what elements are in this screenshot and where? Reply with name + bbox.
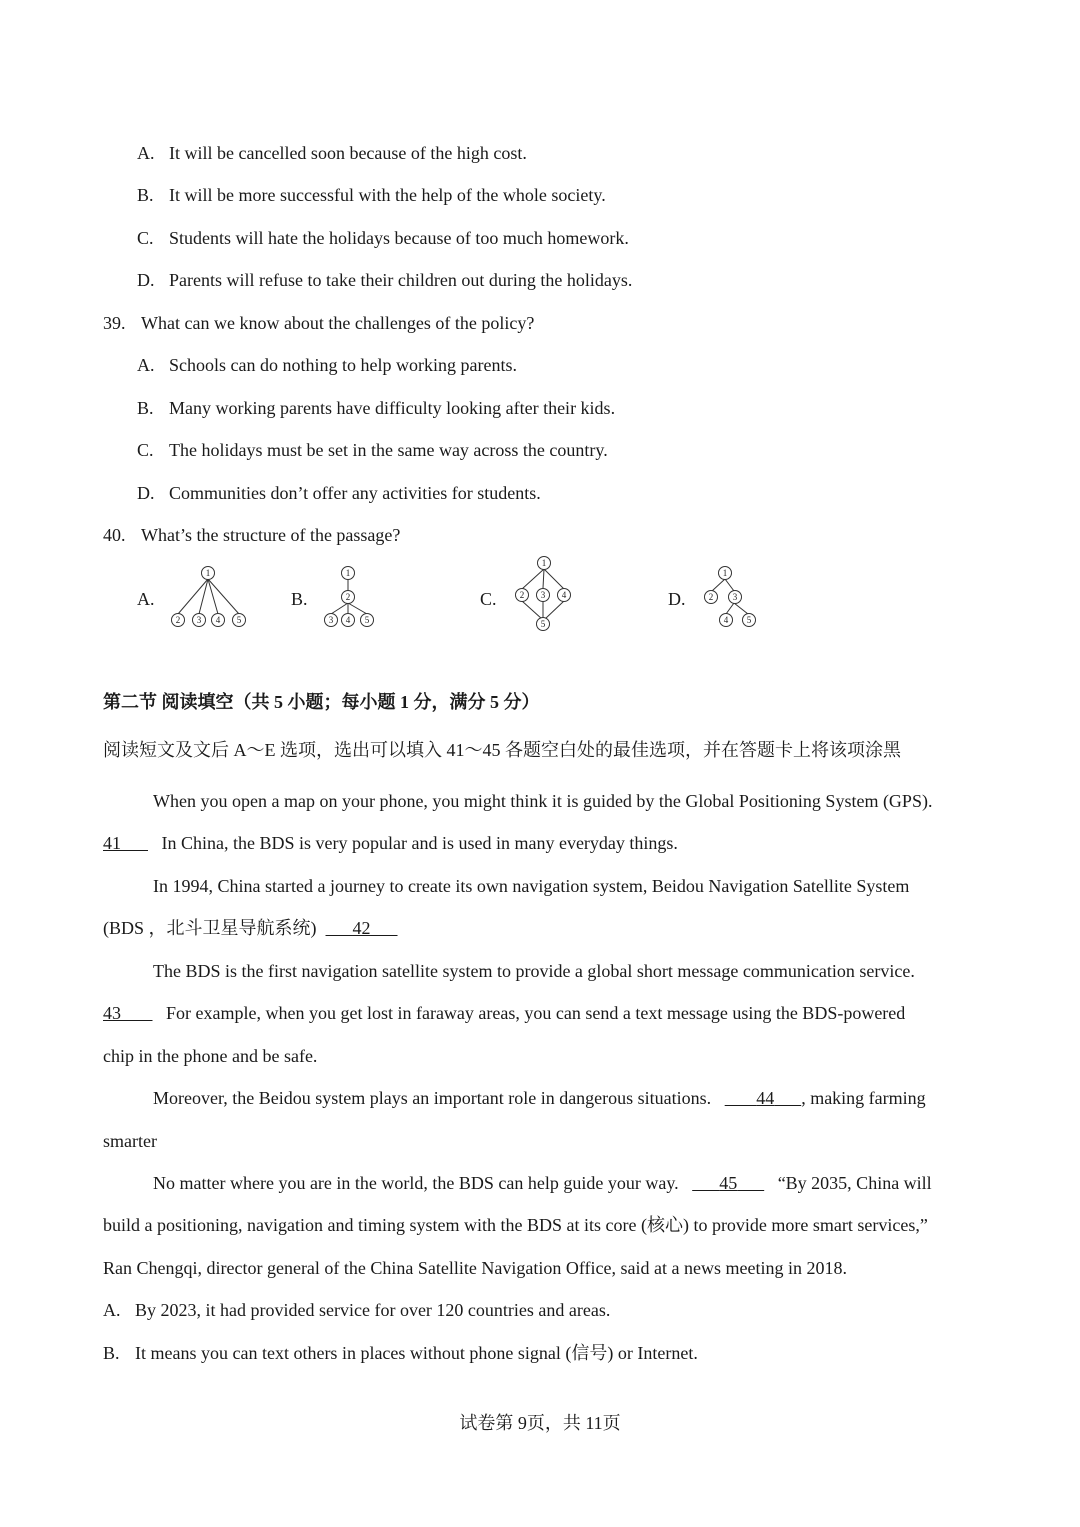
node-label: 5 bbox=[236, 615, 242, 625]
structure-diagram-b bbox=[322, 563, 380, 631]
blank-42: 42 bbox=[352, 918, 371, 938]
q39-option-a: A. Schools can do nothing to help working parents. bbox=[137, 355, 517, 375]
passage-p5-line3: Ran Chengqi, director general of the China Satellite Navigation Office, said at a news meeting in 2018. bbox=[103, 1258, 847, 1278]
blank-43: 43 bbox=[103, 1003, 121, 1023]
q40-option-b-letter: B. bbox=[291, 589, 308, 609]
structure-diagram-d bbox=[698, 563, 764, 631]
node-label: 3 bbox=[732, 592, 738, 602]
section-instruction: 阅读短文及文后 A～E 选项，选出可以填入 41～45 各题空白处的最佳选项，并在答题卡上将该项涂黑 bbox=[103, 740, 901, 760]
q38-option-a: A. It will be cancelled soon because of the high cost. bbox=[137, 143, 527, 163]
passage-p3-line2: 43 For example, when you get lost in faraway areas, you can send a text message using the BDS-powered bbox=[103, 1003, 906, 1023]
passage-p3-line3: chip in the phone and be safe. bbox=[103, 1046, 318, 1066]
q40-option-c-letter: C. bbox=[480, 589, 497, 609]
node-label: 1 bbox=[541, 558, 547, 568]
node-label: 1 bbox=[205, 568, 211, 578]
node-label: 5 bbox=[364, 615, 370, 625]
page-footer: 试卷第 9页，共 11页 bbox=[459, 1413, 621, 1433]
q40-question: 40. What’s the structure of the passage? bbox=[103, 525, 401, 545]
q40-option-a-letter: A. bbox=[137, 589, 155, 609]
passage-p5-line2: build a positioning, navigation and timing system with the BDS at its core (核心) to provide more smart services,” bbox=[103, 1215, 928, 1235]
node-label: 3 bbox=[328, 615, 334, 625]
q40-option-d-letter: D. bbox=[668, 589, 686, 609]
section-title: 第二节 阅读填空（共 5 小题；每小题 1 分，满分 5 分） bbox=[103, 692, 540, 712]
answer-option-a: A. By 2023, it had provided service for over 120 countries and areas. bbox=[103, 1300, 611, 1320]
blank-41: 41 bbox=[103, 833, 121, 853]
passage-p2-line1: In 1994, China started a journey to create its own navigation system, Beidou Navigation Satellite System bbox=[153, 876, 910, 896]
node-label: 2 bbox=[175, 615, 181, 625]
structure-diagram-c bbox=[510, 553, 576, 635]
structure-diagram-a bbox=[168, 563, 252, 631]
blank-44: 44 bbox=[756, 1088, 775, 1108]
node-label: 2 bbox=[345, 592, 351, 602]
answer-option-b: B. It means you can text others in places without phone signal (信号) or Internet. bbox=[103, 1343, 698, 1363]
passage-p1-line2: 41 In China, the BDS is very popular and is used in many everyday things. bbox=[103, 833, 678, 853]
node-label: 1 bbox=[722, 568, 728, 578]
q38-option-c: C. Students will hate the holidays because of too much homework. bbox=[137, 228, 629, 248]
q38-option-d: D. Parents will refuse to take their children out during the holidays. bbox=[137, 270, 633, 290]
passage-p3-line1: The BDS is the first navigation satellite system to provide a global short message communication service. bbox=[153, 961, 915, 981]
node-label: 2 bbox=[708, 592, 714, 602]
node-label: 4 bbox=[561, 590, 567, 600]
node-label: 2 bbox=[519, 590, 525, 600]
passage-p2-line2: (BDS ，北斗卫星导航系统) 42 bbox=[103, 916, 398, 940]
node-label: 5 bbox=[746, 615, 752, 625]
node-label: 4 bbox=[215, 615, 221, 625]
q39-option-c: C. The holidays must be set in the same way across the country. bbox=[137, 440, 608, 460]
blank-45: 45 bbox=[719, 1173, 738, 1193]
node-label: 5 bbox=[540, 619, 546, 629]
passage-p4-line1: Moreover, the Beidou system plays an important role in dangerous situations. 44 , making farming bbox=[153, 1088, 926, 1108]
node-label: 3 bbox=[540, 590, 546, 600]
node-label: 4 bbox=[723, 615, 729, 625]
passage-p4-line2: smarter bbox=[103, 1131, 157, 1151]
passage-p5-line1: No matter where you are in the world, the BDS can help guide your way. 45 “By 2035, China will bbox=[153, 1173, 932, 1193]
q39-option-d: D. Communities don’t offer any activities for students. bbox=[137, 483, 541, 503]
node-label: 3 bbox=[196, 615, 202, 625]
q38-option-b: B. It will be more successful with the help of the whole society. bbox=[137, 185, 606, 205]
q39-option-b: B. Many working parents have difficulty looking after their kids. bbox=[137, 398, 616, 418]
node-label: 1 bbox=[345, 568, 351, 578]
node-label: 4 bbox=[345, 615, 351, 625]
q39-question: 39. What can we know about the challenges of the policy? bbox=[103, 313, 535, 333]
passage-p1-line1: When you open a map on your phone, you might think it is guided by the Global Positioning System (GPS). bbox=[153, 791, 933, 811]
